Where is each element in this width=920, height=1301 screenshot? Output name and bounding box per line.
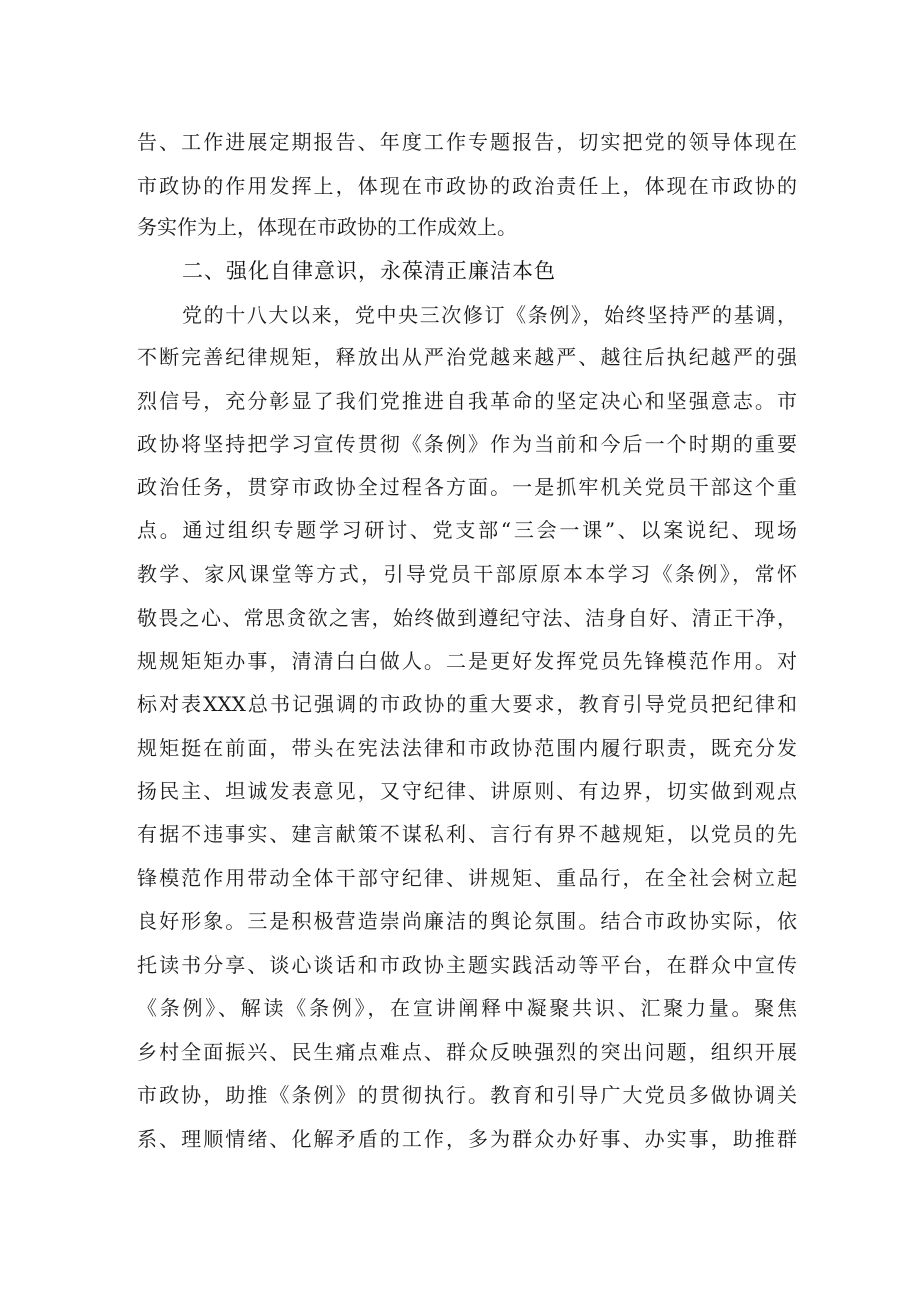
- paragraph-line: 有据不违事实、建言献策不谋私利、言行有界不越规矩，以党员的先: [137, 822, 797, 846]
- paragraph-line: 良好形象。三是积极营造崇尚廉洁的舆论氛围。结合市政协实际，依: [137, 909, 797, 933]
- paragraph-line: 托读书分享、谈心谈话和市政协主题实践活动等平台，在群众中宣传: [137, 953, 797, 977]
- paragraph-line: 扬民主、坦诚发表意见，又守纪律、讲原则、有边界，切实做到观点: [137, 779, 797, 803]
- paragraph-line: 市政协，助推《条例》的贯彻执行。教育和引导广大党员多做协调关: [137, 1083, 797, 1107]
- paragraph-line: 敬畏之心、常思贪欲之害，始终做到遵纪守法、洁身自好、清正干净，: [137, 606, 797, 630]
- paragraph-line: 规规矩矩办事，清清白白做人。二是更好发挥党员先锋模范作用。对: [137, 649, 797, 673]
- paragraph-line: 锋模范作用带动全体干部守纪律、讲规矩、重品行，在全社会树立起: [137, 866, 797, 890]
- paragraph-line: 政协将坚持把学习宣传贯彻《条例》作为当前和今后一个时期的重要: [137, 432, 797, 456]
- paragraph-line: 标对表XXX总书记强调的市政协的重大要求，教育引导党员把纪律和: [137, 692, 797, 716]
- paragraph-line: 烈信号，充分彰显了我们党推进自我革命的坚定决心和坚强意志。市: [137, 389, 797, 413]
- paragraph-line: 政治任务，贯穿市政协全过程各方面。一是抓牢机关党员干部这个重: [137, 475, 797, 499]
- paragraph-line: 务实作为上，体现在市政协的工作成效上。: [137, 215, 517, 239]
- paragraph-line: 市政协的作用发挥上，体现在市政协的政治责任上，体现在市政协的: [137, 174, 797, 198]
- paragraph-line: 系、理顺情绪、化解矛盾的工作，多为群众办好事、办实事，助推群: [137, 1127, 797, 1151]
- paragraph-line: 党的十八大以来，党中央三次修订《条例》，始终坚持严的基调，: [182, 303, 797, 327]
- paragraph-line: 点。通过组织专题学习研讨、党支部“三会一课”、以案说纪、现场: [137, 518, 797, 542]
- paragraph-line: 《条例》、解读《条例》，在宣讲阐释中凝聚共识、汇聚力量。聚焦: [137, 996, 797, 1020]
- paragraph-line: 乡村全面振兴、民生痛点难点、群众反映强烈的突出问题，组织开展: [137, 1040, 797, 1064]
- paragraph-line: 不断完善纪律规矩，释放出从严治党越来越严、越往后执纪越严的强: [137, 345, 797, 369]
- paragraph-line: 告、工作进展定期报告、年度工作专题报告，切实把党的领导体现在: [137, 130, 797, 154]
- paragraph-line: 教学、家风课堂等方式，引导党员干部原原本本学习《条例》，常怀: [137, 562, 797, 586]
- paragraph-line: 规矩挺在前面，带头在宪法法律和市政协范围内履行职责，既充分发: [137, 736, 797, 760]
- section-heading: 二、强化自律意识，永葆清正廉洁本色: [182, 259, 556, 283]
